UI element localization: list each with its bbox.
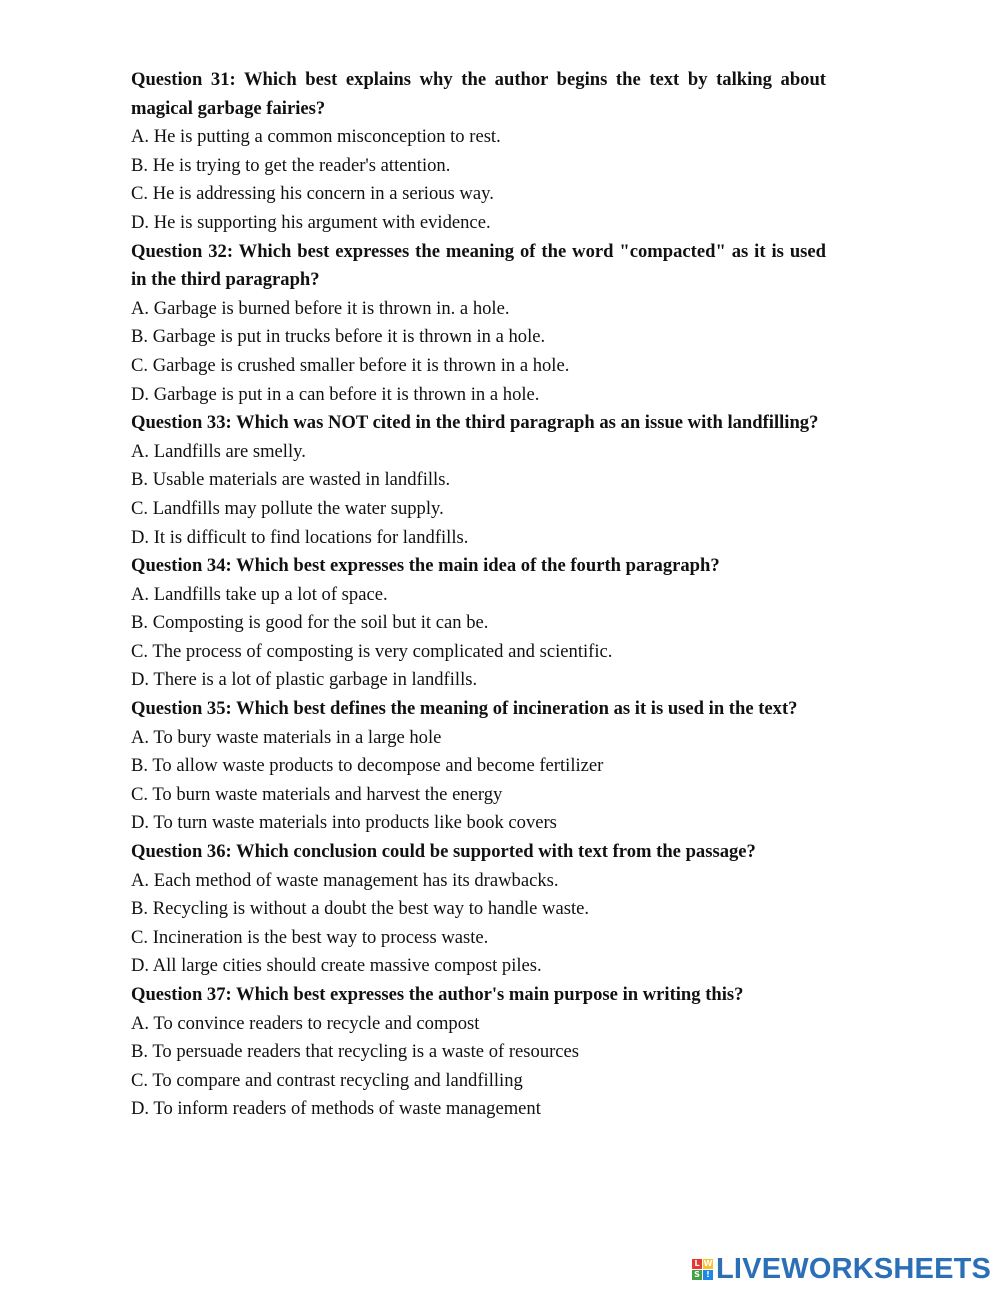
question-35 bbox=[131, 695, 826, 838]
question-37 bbox=[131, 981, 826, 1124]
answer-option-c: C. To compare and contrast recycling and landfilling bbox=[131, 1069, 523, 1091]
question-stem: Question 35: Which best defines the meaning of incineration as it is used in the text? bbox=[131, 698, 798, 720]
answer-option-a: A. To convince readers to recycle and compost bbox=[131, 1012, 480, 1034]
question-stem: Question 36: Which conclusion could be supported with text from the passage? bbox=[131, 841, 756, 863]
answer-option-b: B. Recycling is without a doubt the best way to handle waste. bbox=[131, 898, 590, 920]
answer-option-a: A. Each method of waste management has its drawbacks. bbox=[131, 869, 559, 891]
answer-option-b: B. To allow waste products to decompose and become fertilizer bbox=[131, 755, 604, 777]
answer-option-d: D. It is difficult to find locations for landfills. bbox=[131, 526, 469, 548]
question-33 bbox=[131, 409, 826, 552]
logo-mark-tile: W bbox=[703, 1258, 713, 1268]
answer-option-d: D. Garbage is put in a can before it is thrown in a hole. bbox=[131, 383, 540, 405]
answer-option-a: A. Landfills are smelly. bbox=[131, 440, 306, 462]
logo-wordmark: LIVEWORKSHEETS bbox=[716, 1253, 992, 1285]
answer-option-d: D. All large cities should create massive compost piles. bbox=[131, 955, 542, 977]
answer-option-c: C. The process of composting is very complicated and scientific. bbox=[131, 640, 613, 662]
worksheet-questions bbox=[131, 66, 826, 1124]
answer-option-b: B. Usable materials are wasted in landfills. bbox=[131, 469, 451, 491]
answer-option-b: B. Composting is good for the soil but it can be. bbox=[131, 612, 489, 634]
logo-mark-tile: S bbox=[692, 1270, 702, 1280]
logo-mark-tile: L bbox=[692, 1259, 702, 1269]
answer-option-a: A. Garbage is burned before it is thrown in. a hole. bbox=[131, 297, 510, 319]
answer-option-d: D. To inform readers of methods of waste management bbox=[131, 1098, 541, 1120]
answer-option-b: B. He is trying to get the reader's attention. bbox=[131, 154, 451, 176]
answer-option-d: D. To turn waste materials into products like book covers bbox=[131, 812, 557, 834]
answer-option-d: D. He is supporting his argument with evidence. bbox=[131, 211, 491, 233]
answer-option-c: C. Incineration is the best way to process waste. bbox=[131, 926, 489, 948]
question-32 bbox=[131, 238, 826, 410]
answer-option-c: C. To burn waste materials and harvest the energy bbox=[131, 783, 503, 805]
question-31 bbox=[131, 66, 826, 238]
answer-option-a: A. He is putting a common misconception to rest. bbox=[131, 126, 501, 148]
question-stem: Question 37: Which best expresses the author's main purpose in writing this? bbox=[131, 984, 744, 1005]
answer-option-a: A. To bury waste materials in a large hole bbox=[131, 726, 442, 748]
answer-option-b: B. Garbage is put in trucks before it is thrown in a hole. bbox=[131, 326, 546, 348]
answer-option-c: C. Landfills may pollute the water supply. bbox=[131, 497, 444, 519]
answer-option-a: A. Landfills take up a lot of space. bbox=[131, 583, 388, 605]
answer-option-b: B. To persuade readers that recycling is a waste of resources bbox=[131, 1041, 580, 1063]
logo-mark-tile: ! bbox=[703, 1270, 713, 1280]
question-34 bbox=[131, 552, 826, 695]
question-stem: Question 33: Which was NOT cited in the third paragraph as an issue with landfilling? bbox=[131, 412, 819, 434]
liveworksheets-logo bbox=[692, 1254, 991, 1284]
question-stem: Question 31: Which best explains why the author begins the text by talking about magical garbage fairies? bbox=[131, 69, 826, 119]
question-stem: Question 34: Which best expresses the main idea of the fourth paragraph? bbox=[131, 555, 720, 577]
answer-option-c: C. He is addressing his concern in a serious way. bbox=[131, 183, 494, 205]
answer-option-d: D. There is a lot of plastic garbage in landfills. bbox=[131, 669, 478, 691]
question-36 bbox=[131, 838, 826, 981]
liveworksheets-logo-icon bbox=[692, 1259, 713, 1280]
answer-option-c: C. Garbage is crushed smaller before it is thrown in a hole. bbox=[131, 354, 570, 376]
question-stem: Question 32: Which best expresses the meaning of the word "compacted" as it is used in the third paragraph? bbox=[131, 240, 826, 291]
